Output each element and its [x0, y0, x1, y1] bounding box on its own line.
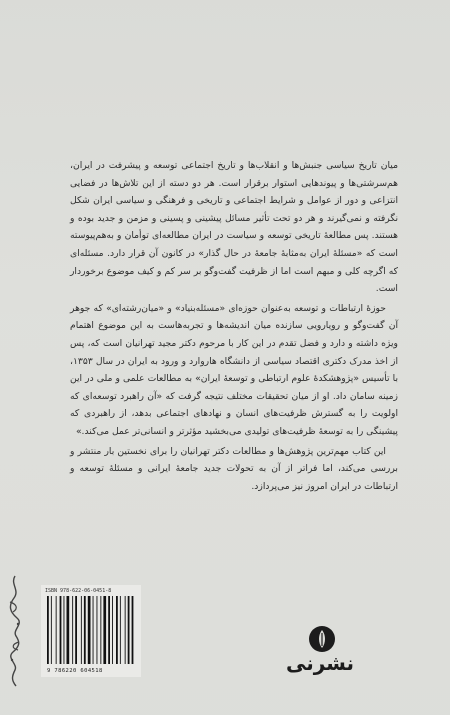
blurb-text [70, 157, 398, 497]
blurb-paragraph-1: میان تاریخ سیاسی جنبش‌ها و انقلاب‌ها و تاریخ اجتماعی توسعه و پیشرفت در ایران، هم‌سرشتی‌ها و پیوندهایی استوار برقرار است. هر دو دسته از این تلاش‌ها در فضایی انتزاعی و دور از عوامل و شرایط اجتماعی و تاریخی و فرهنگی و سیاسی ایران شکل نگرفته و نمی‌گیرند و هر دو تحت تأثیر مسائل پیشینی و پسینی و مزمن و جدید بوده و هستند. پس مطالعهٔ تاریخی توسعه و سیاست در ایران مطالعه‌ای توأمان و به‌هم‌پیوسته است که «مسئلهٔ ایران به‌مثابهٔ جامعهٔ در حال گذار» در کانون آن قرار دارد. مسئله‌ای که اگرچه کلی و مبهم است اما از ظرفیت گفت‌وگو بر سر کم و کیف موضوع برخوردار است. [70, 160, 398, 295]
isbn-line: ISBN 978-622-06-0451-8 [45, 588, 112, 594]
publisher-name: نشرنی [285, 651, 354, 675]
publisher-logo-icon [308, 625, 336, 653]
barcode-bars [45, 596, 137, 666]
blurb-paragraph-2: حوزهٔ ارتباطات و توسعه به‌عنوان حوزه‌ای «مسئله‌بنیاد» و «میان‌رشته‌ای» که جوهر آن گفت‌وگو و رویارویی سازنده میان اندیشه‌ها و تجربه‌هاست به این موضوع اهتمام ویژه داشته و دارد و فضل تقدم در این کار با مرحوم دکتر مجید تهرانیان است که، پس از اخذ مدرک دکتری اقتصاد سیاسی از دانشگاه هاروارد و ورود به ایران در سال ۱۳۵۳، با تأسیس «پژوهشکدهٔ علوم ارتباطی و توسعهٔ ایران» به مطالعات علمی و ملی در این زمینه سامان داد. او از میان تحقیقات مختلف نتیجه گرفت که «آن راهبرد توسعه‌ای که اولویت را به گسترش ظرفیت‌های انسان و نهادهای اجتماعی بدهد، از راهبردی که پیشینگی را به توسعهٔ ظرفیت‌های تولیدی می‌بخشید مؤثرتر و انسانی‌تر عمل می‌کند.» [70, 302, 398, 437]
blurb-paragraph-3: این کتاب مهم‌ترین پژوهش‌ها و مطالعات دکتر تهرانیان را برای نخستین بار منتشر و بررسی می‌کند، اما فراتر از آن به تحولات جدید جامعهٔ ایرانی و مسئلهٔ توسعه و ارتباطات در ایران امروز نیز می‌پردازد. [70, 445, 398, 492]
signature-mark [4, 572, 26, 690]
barcode-digits: 9 786220 604518 [47, 668, 103, 674]
